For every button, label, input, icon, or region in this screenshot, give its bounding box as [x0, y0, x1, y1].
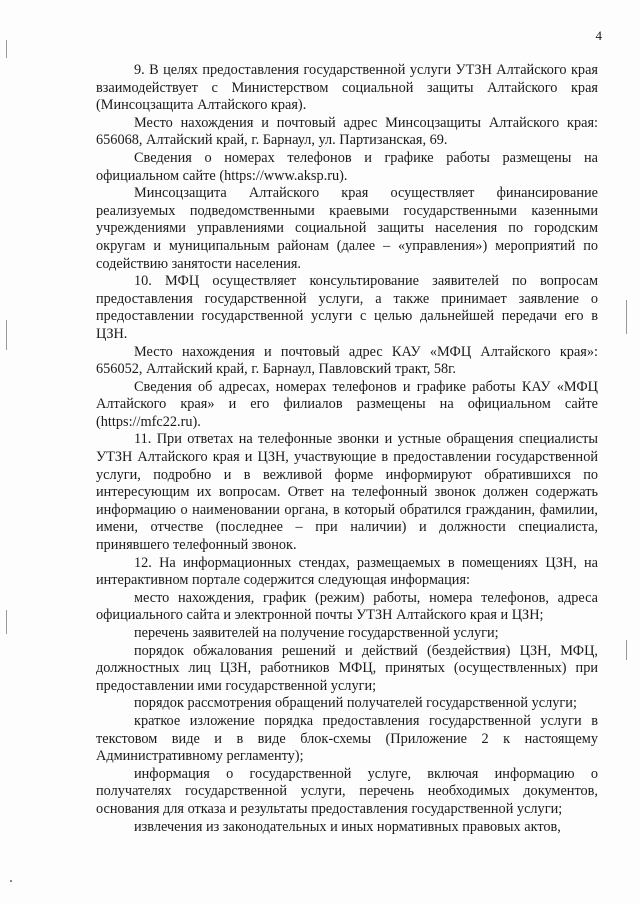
- paragraph: порядок обжалования решений и действий (бездействия) ЦЗН, МФЦ, должностных лиц ЦЗН, работников МФЦ, принятых (осуществленных) при предоставлении ими государственной услуги;: [96, 642, 598, 694]
- paragraph: порядок рассмотрения обращений получателей государственной услуги;: [134, 695, 577, 712]
- paragraph: краткое изложение порядка предоставления государственной услуги в текстовом виде и в виде блок-схемы (Приложение 2 к настоящему Административному регламенту);: [96, 712, 598, 765]
- paragraph: Сведения о номерах телефонов и графике работы размещены на официальном сайте (https://www.aksp.ru).: [96, 149, 598, 184]
- scan-edge-mark: [626, 300, 627, 334]
- scan-noise: [10, 880, 12, 882]
- paragraph: 9. В целях предоставления государственной услуги УТЗН Алтайского края взаимодействует с Министерством социальной защиты Алтайского края (Минсоцзащита Алтайского края).: [96, 62, 598, 114]
- scan-edge-mark: [6, 40, 7, 58]
- document-body: [96, 62, 598, 836]
- paragraph: Место нахождения и почтовый адрес КАУ «МФЦ Алтайского края»: 656052, Алтайский край, г. Барнаул, Павловский тракт, 58г.: [96, 343, 598, 378]
- page-number: 4: [595, 28, 602, 43]
- paragraph: 12. На информационных стендах, размещаемых в помещениях ЦЗН, на интерактивном портале содержится следующая информация:: [96, 554, 598, 589]
- scan-edge-mark: [6, 610, 7, 634]
- scan-edge-mark: [6, 320, 7, 350]
- paragraph: 11. При ответах на телефонные звонки и устные обращения специалисты УТЗН Алтайского края и ЦЗН, участвующие в предоставлении государственной услуги, подробно и в вежливой форме информируют обратившихся по интересующим их вопросам. Ответ на телефонный звонок должен содержать информацию о наименовании органа, в который обратился гражданин, фамилии, имени, отчестве (последнее – при наличии) и должности специалиста, принявшего телефонный звонок.: [96, 431, 598, 554]
- scan-edge-mark: [626, 640, 627, 660]
- paragraph: Сведения об адресах, номерах телефонов и графике работы КАУ «МФЦ Алтайского края» и его филиалов размещены на официальном сайте (https://mfc22.ru).: [96, 378, 598, 430]
- paragraph: место нахождения, график (режим) работы, номера телефонов, адреса официального сайта и электронной почты УТЗН Алтайского края и ЦЗН;: [96, 589, 598, 624]
- paragraph: Минсоцзащита Алтайского края осуществляет финансирование реализуемых подведомственными краевыми государственными казенными учреждениями управлениями социальной защиты населения по городским округам и муниципальным районам (далее – «управления») мероприятий по содействию занятости населения.: [96, 185, 598, 272]
- paragraph: информация о государственной услуге, включая информацию о получателях государственной услуги, перечень необходимых документов, основания для отказа и результаты предоставления государственной услуги;: [96, 765, 598, 817]
- paragraph: 10. МФЦ осуществляет консультирование заявителей по вопросам предоставления государственной услуги, а также принимает заявление о предоставлении государственной услуги с целью дальнейшей передачи его в ЦЗН.: [96, 273, 598, 342]
- paragraph: извлечения из законодательных и иных нормативных правовых актов,: [134, 818, 561, 835]
- paragraph: перечень заявителей на получение государственной услуги;: [134, 625, 499, 641]
- paragraph: Место нахождения и почтовый адрес Минсоцзащиты Алтайского края: 656068, Алтайский край, г. Барнаул, ул. Партизанская, 69.: [96, 114, 598, 149]
